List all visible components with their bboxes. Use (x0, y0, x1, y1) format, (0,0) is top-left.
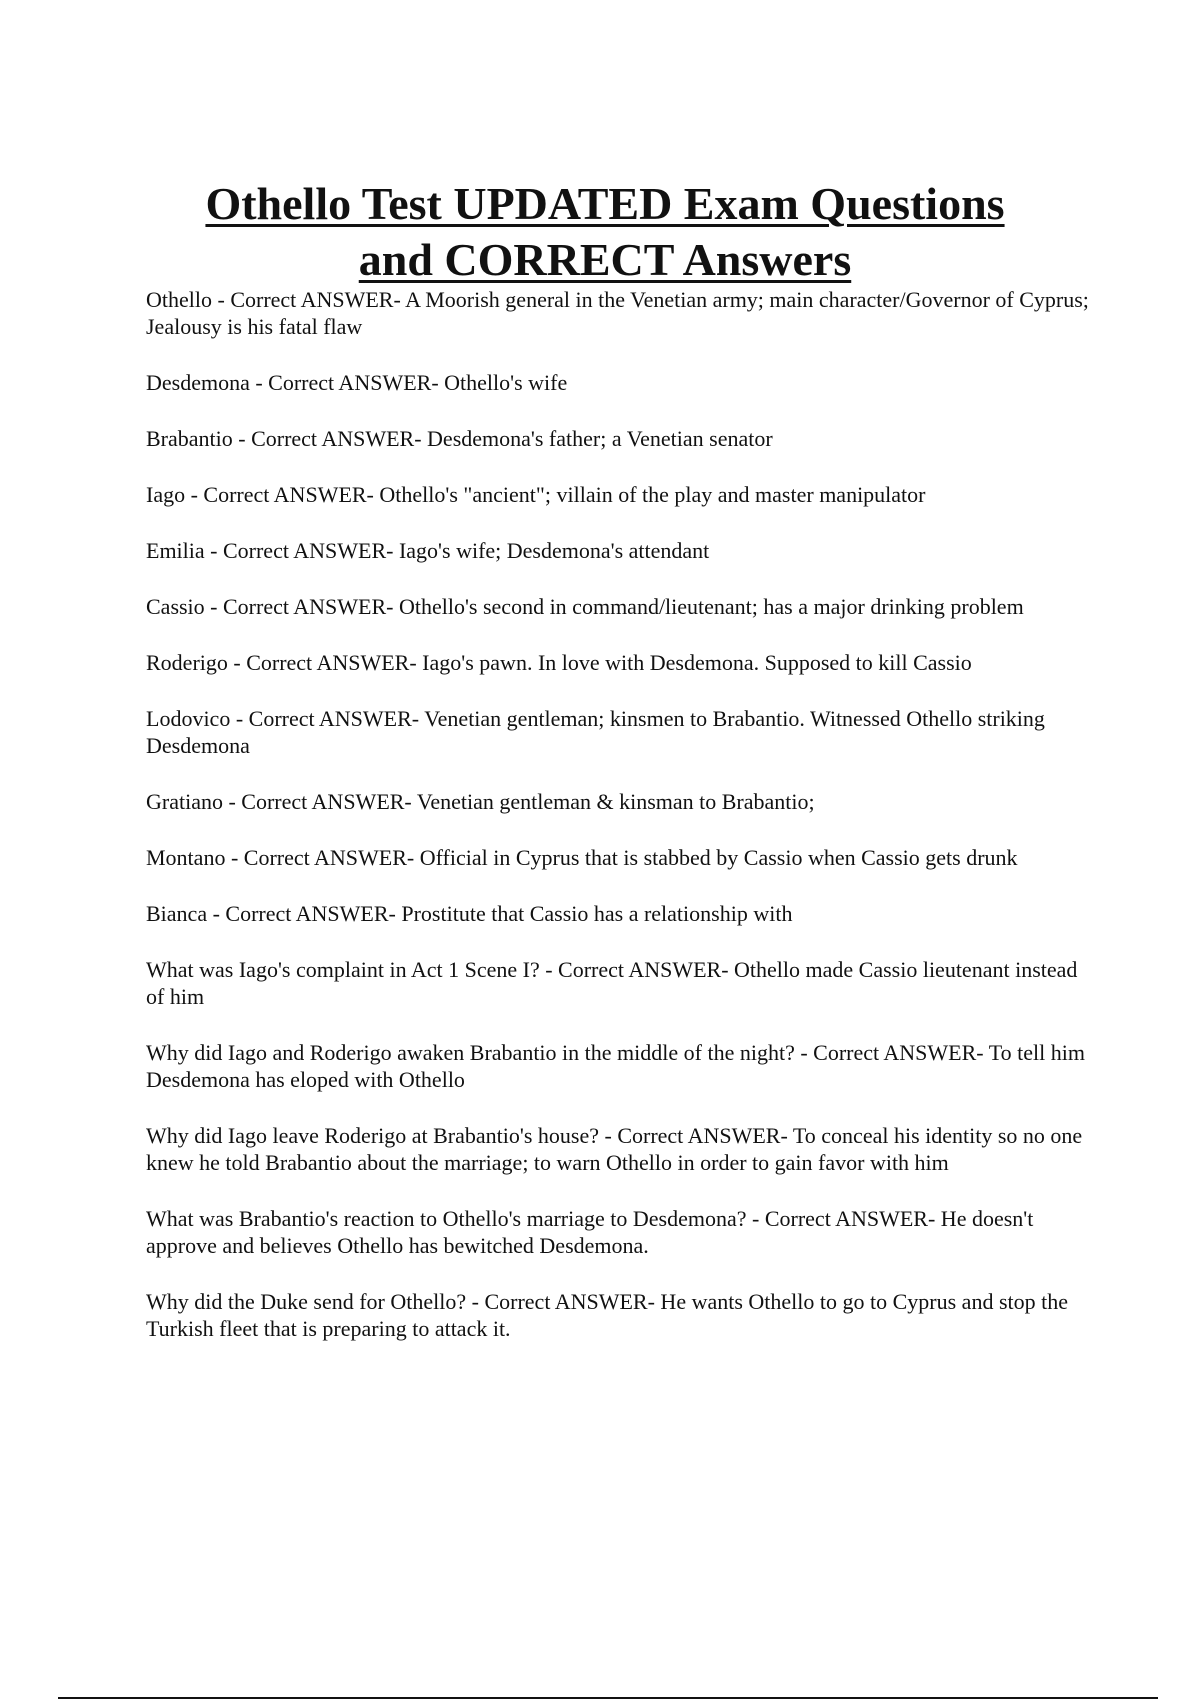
footer-divider (58, 1697, 1158, 1699)
qa-entry-iago-complaint: What was Iago's complaint in Act 1 Scene I? - Correct ANSWER- Othello made Cassio lieutenant instead of him (146, 957, 1078, 1009)
qa-entry-brabantio: Brabantio - Correct ANSWER- Desdemona's father; a Venetian senator (146, 426, 773, 451)
qa-entry-awaken-brabantio: Why did Iago and Roderigo awaken Brabantio in the middle of the night? - Correct ANSWER- To tell him Desdemona has eloped with Othello (146, 1040, 1085, 1092)
qa-entry-othello: Othello - Correct ANSWER- A Moorish general in the Venetian army; main character/Governor of Cyprus; Jealousy is his fatal flaw (146, 287, 1089, 339)
qa-entry-lodovico: Lodovico - Correct ANSWER- Venetian gentleman; kinsmen to Brabantio. Witnessed Othello striking Desdemona (146, 706, 1045, 758)
qa-entry-roderigo: Roderigo - Correct ANSWER- Iago's pawn. In love with Desdemona. Supposed to kill Cassio (146, 650, 972, 675)
title-line-2: and CORRECT Answers (358, 233, 852, 285)
qa-entry-gratiano: Gratiano - Correct ANSWER- Venetian gentleman & kinsman to Brabantio; (146, 789, 815, 814)
page-title (140, 176, 1070, 288)
qa-entry-cassio: Cassio - Correct ANSWER- Othello's second in command/lieutenant; has a major drinking problem (146, 594, 1024, 619)
qa-entry-duke-sends: Why did the Duke send for Othello? - Correct ANSWER- He wants Othello to go to Cyprus and stop the Turkish fleet that is preparing to attack it. (146, 1289, 1069, 1341)
title-line-1: Othello Test UPDATED Exam Questions (205, 177, 1005, 229)
qa-entry-desdemona: Desdemona - Correct ANSWER- Othello's wife (146, 370, 568, 395)
qa-entry-emilia: Emilia - Correct ANSWER- Iago's wife; Desdemona's attendant (146, 538, 710, 563)
qa-list (146, 286, 1096, 1371)
qa-entry-bianca: Bianca - Correct ANSWER- Prostitute that Cassio has a relationship with (146, 901, 793, 926)
qa-entry-iago: Iago - Correct ANSWER- Othello's "ancient"; villain of the play and master manipulator (146, 482, 926, 507)
qa-entry-montano: Montano - Correct ANSWER- Official in Cyprus that is stabbed by Cassio when Cassio gets drunk (146, 845, 1018, 870)
qa-entry-brabantio-reaction: What was Brabantio's reaction to Othello's marriage to Desdemona? - Correct ANSWER- He doesn't approve and believes Othello has bewitched Desdemona. (146, 1206, 1034, 1258)
qa-entry-iago-leaves: Why did Iago leave Roderigo at Brabantio's house? - Correct ANSWER- To conceal his identity so no one knew he told Brabantio about the marriage; to warn Othello in order to gain favor with him (146, 1123, 1083, 1175)
